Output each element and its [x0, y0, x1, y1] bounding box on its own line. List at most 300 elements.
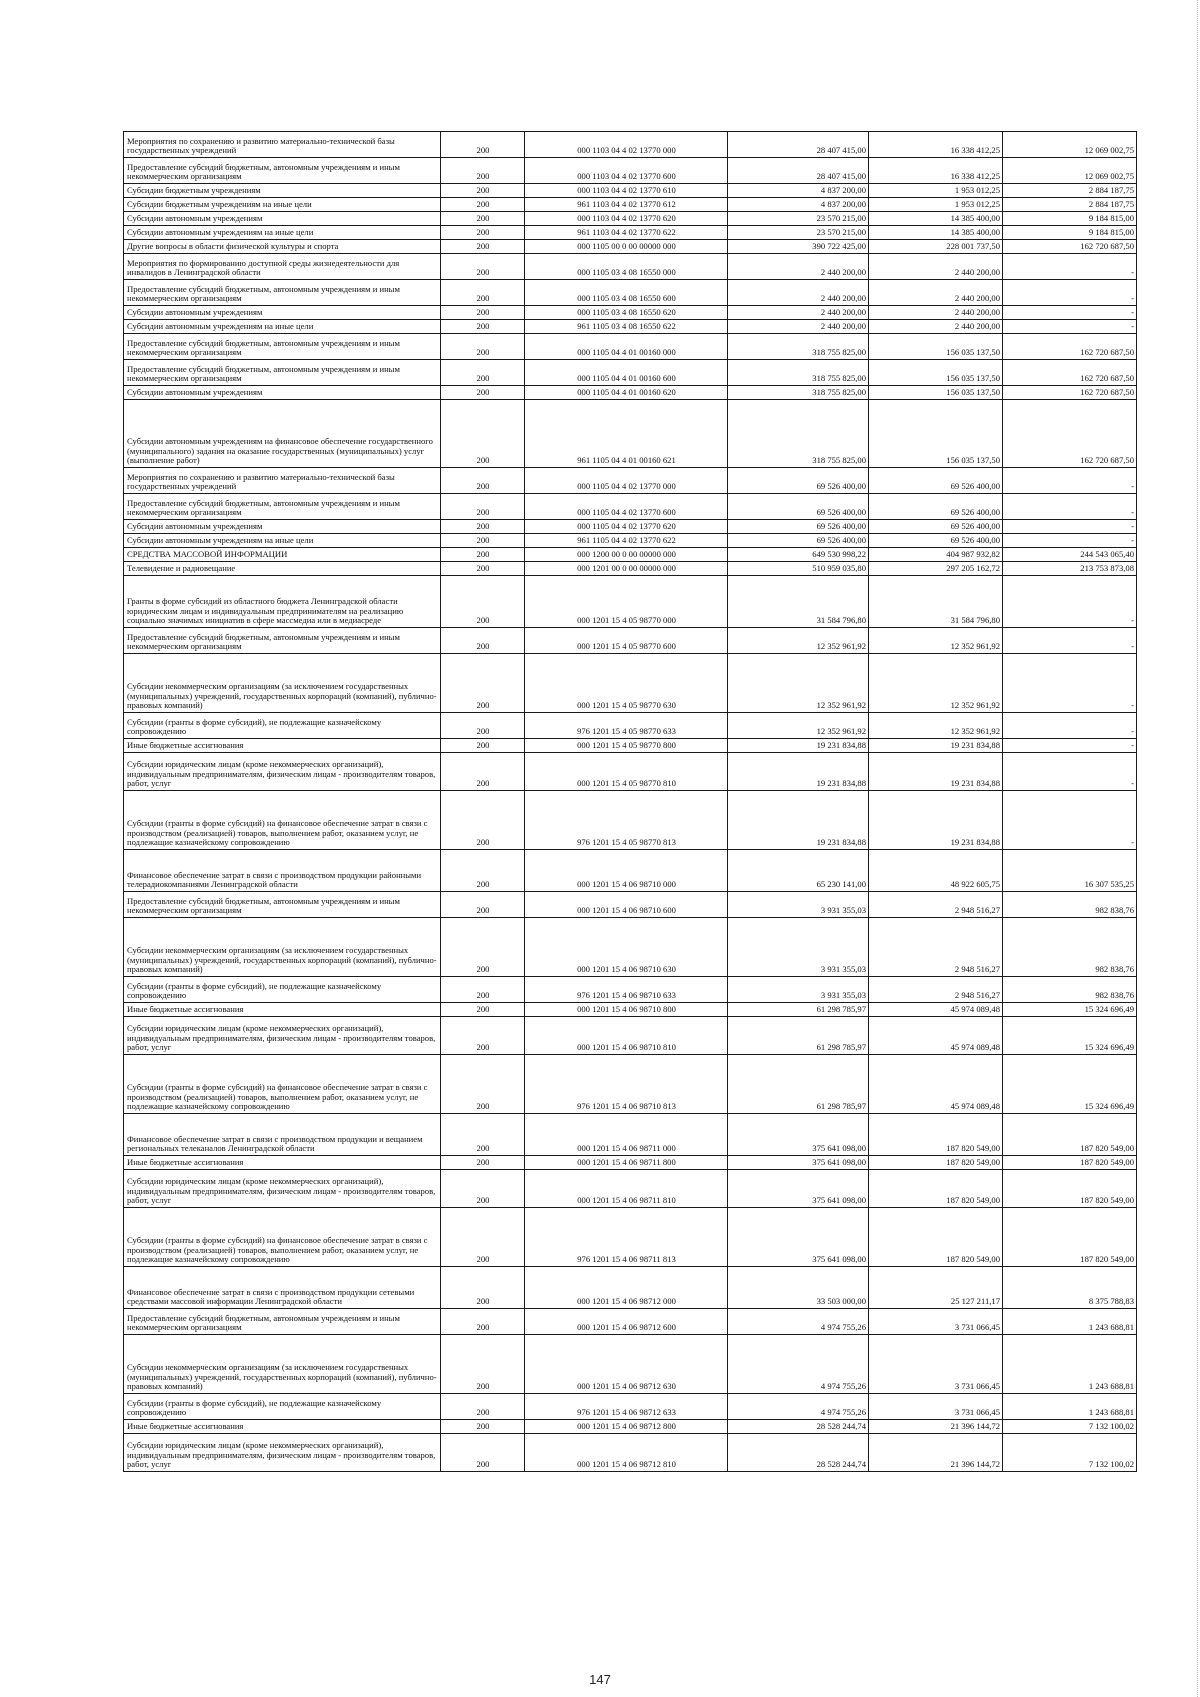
row-executed-amount-cell: 2 948 516,27 [869, 977, 1003, 1003]
table-row [124, 386, 1137, 400]
row-code-cell: 200 [441, 468, 525, 494]
row-name-cell: Субсидии бюджетным учреждениям [124, 184, 441, 198]
row-kbk-cell: 000 1201 15 4 06 98710 600 [525, 892, 728, 918]
row-remaining-amount-cell: - [1003, 628, 1137, 654]
row-remaining-amount-cell: - [1003, 576, 1137, 628]
table-row [124, 226, 1137, 240]
row-name-cell: Субсидии автономным учреждениям [124, 212, 441, 226]
table-row [124, 1003, 1137, 1017]
table-row [124, 892, 1137, 918]
row-remaining-amount-cell: - [1003, 654, 1137, 713]
scan-edge-marks [1193, 0, 1198, 1697]
row-code-cell: 200 [441, 198, 525, 212]
row-kbk-cell: 000 1201 15 4 06 98712 630 [525, 1335, 728, 1394]
row-name-cell: Субсидии юридическим лицам (кроме некоммерческих организаций), индивидуальным предпринимателям, физическим лицам - производителям товаров, работ, услуг [124, 1170, 441, 1208]
table-row [124, 562, 1137, 576]
table-row [124, 254, 1137, 280]
row-kbk-cell: 000 1201 15 4 05 98770 810 [525, 753, 728, 791]
row-approved-amount-cell: 318 755 825,00 [728, 386, 869, 400]
row-kbk-cell: 000 1103 04 4 02 13770 620 [525, 212, 728, 226]
row-executed-amount-cell: 69 526 400,00 [869, 468, 1003, 494]
row-executed-amount-cell: 21 396 144,72 [869, 1434, 1003, 1472]
row-approved-amount-cell: 19 231 834,88 [728, 753, 869, 791]
row-kbk-cell: 000 1201 15 4 05 98770 600 [525, 628, 728, 654]
row-executed-amount-cell: 14 385 400,00 [869, 212, 1003, 226]
row-approved-amount-cell: 4 974 755,26 [728, 1394, 869, 1420]
row-executed-amount-cell: 69 526 400,00 [869, 494, 1003, 520]
table-row [124, 360, 1137, 386]
row-code-cell: 200 [441, 1170, 525, 1208]
table-row [124, 132, 1137, 158]
row-remaining-amount-cell: 213 753 873,08 [1003, 562, 1137, 576]
row-approved-amount-cell: 4 837 200,00 [728, 184, 869, 198]
row-approved-amount-cell: 19 231 834,88 [728, 739, 869, 753]
row-approved-amount-cell: 61 298 785,97 [728, 1017, 869, 1055]
row-executed-amount-cell: 12 352 961,92 [869, 713, 1003, 739]
row-approved-amount-cell: 69 526 400,00 [728, 468, 869, 494]
row-executed-amount-cell: 404 987 932,82 [869, 548, 1003, 562]
row-approved-amount-cell: 23 570 215,00 [728, 212, 869, 226]
row-remaining-amount-cell: - [1003, 280, 1137, 306]
row-name-cell: Финансовое обеспечение затрат в связи с производством продукции и вещанием региональных телеканалов Ленинградской области [124, 1114, 441, 1156]
row-approved-amount-cell: 3 931 355,03 [728, 918, 869, 977]
table-row [124, 739, 1137, 753]
page-number: 147 [589, 1672, 611, 1687]
row-name-cell: Субсидии (гранты в форме субсидий) на финансовое обеспечение затрат в связи с производством (реализацией) товаров, выполнением работ, оказанием услуг, не подлежащие казначейскому сопровождению [124, 791, 441, 850]
row-kbk-cell: 000 1103 04 4 02 13770 000 [525, 132, 728, 158]
row-code-cell: 200 [441, 280, 525, 306]
row-name-cell: Субсидии автономным учреждениям на иные цели [124, 534, 441, 548]
row-executed-amount-cell: 187 820 549,00 [869, 1170, 1003, 1208]
row-name-cell: Предоставление субсидий бюджетным, автономным учреждениям и иным некоммерческим организациям [124, 360, 441, 386]
row-approved-amount-cell: 19 231 834,88 [728, 791, 869, 850]
table-row [124, 468, 1137, 494]
row-name-cell: Иные бюджетные ассигнования [124, 1156, 441, 1170]
row-name-cell: Предоставление субсидий бюджетным, автономным учреждениям и иным некоммерческим организациям [124, 892, 441, 918]
row-name-cell: Предоставление субсидий бюджетным, автономным учреждениям и иным некоммерческим организациям [124, 628, 441, 654]
row-kbk-cell: 000 1103 04 4 02 13770 600 [525, 158, 728, 184]
table-row [124, 1420, 1137, 1434]
row-code-cell: 200 [441, 212, 525, 226]
table-row [124, 918, 1137, 977]
row-remaining-amount-cell: 7 132 100,02 [1003, 1420, 1137, 1434]
row-kbk-cell: 000 1201 15 4 05 98770 800 [525, 739, 728, 753]
row-name-cell: Мероприятия по сохранению и развитию материально-технической базы государственных учреждений [124, 132, 441, 158]
row-name-cell: Субсидии (гранты в форме субсидий), не подлежащие казначейскому сопровождению [124, 977, 441, 1003]
table-row [124, 158, 1137, 184]
row-kbk-cell: 976 1201 15 4 06 98711 813 [525, 1208, 728, 1267]
table-row [124, 850, 1137, 892]
row-code-cell: 200 [441, 132, 525, 158]
row-executed-amount-cell: 45 974 089,48 [869, 1055, 1003, 1114]
table-row [124, 1267, 1137, 1309]
row-remaining-amount-cell: - [1003, 306, 1137, 320]
table-row [124, 280, 1137, 306]
row-executed-amount-cell: 297 205 162,72 [869, 562, 1003, 576]
row-code-cell: 200 [441, 753, 525, 791]
row-kbk-cell: 000 1201 15 4 05 98770 630 [525, 654, 728, 713]
row-kbk-cell: 000 1105 03 4 08 16550 620 [525, 306, 728, 320]
row-remaining-amount-cell: 187 820 549,00 [1003, 1208, 1137, 1267]
row-kbk-cell: 961 1105 04 4 02 13770 622 [525, 534, 728, 548]
row-executed-amount-cell: 25 127 211,17 [869, 1267, 1003, 1309]
row-remaining-amount-cell: 244 543 065,40 [1003, 548, 1137, 562]
row-code-cell: 200 [441, 850, 525, 892]
row-code-cell: 200 [441, 386, 525, 400]
row-approved-amount-cell: 390 722 425,00 [728, 240, 869, 254]
row-code-cell: 200 [441, 892, 525, 918]
row-approved-amount-cell: 23 570 215,00 [728, 226, 869, 240]
row-executed-amount-cell: 1 953 012,25 [869, 184, 1003, 198]
row-approved-amount-cell: 2 440 200,00 [728, 280, 869, 306]
row-executed-amount-cell: 2 440 200,00 [869, 280, 1003, 306]
row-code-cell: 200 [441, 791, 525, 850]
row-approved-amount-cell: 3 931 355,03 [728, 977, 869, 1003]
row-code-cell: 200 [441, 320, 525, 334]
row-approved-amount-cell: 318 755 825,00 [728, 360, 869, 386]
row-approved-amount-cell: 31 584 796,80 [728, 576, 869, 628]
row-name-cell: Предоставление субсидий бюджетным, автономным учреждениям и иным некоммерческим организациям [124, 280, 441, 306]
row-kbk-cell: 976 1201 15 4 06 98710 633 [525, 977, 728, 1003]
row-name-cell: Субсидии автономным учреждениям на иные цели [124, 226, 441, 240]
table-row [124, 576, 1137, 628]
row-remaining-amount-cell: 15 324 696,49 [1003, 1003, 1137, 1017]
row-executed-amount-cell: 187 820 549,00 [869, 1156, 1003, 1170]
row-approved-amount-cell: 375 641 098,00 [728, 1156, 869, 1170]
row-remaining-amount-cell: 1 243 688,81 [1003, 1394, 1137, 1420]
row-code-cell: 200 [441, 1420, 525, 1434]
row-name-cell: Субсидии бюджетным учреждениям на иные цели [124, 198, 441, 212]
row-kbk-cell: 961 1105 03 4 08 16550 622 [525, 320, 728, 334]
budget-table [123, 131, 1137, 1472]
row-remaining-amount-cell: 982 838,76 [1003, 918, 1137, 977]
table-row [124, 400, 1137, 468]
row-approved-amount-cell: 318 755 825,00 [728, 400, 869, 468]
row-code-cell: 200 [441, 184, 525, 198]
row-code-cell: 200 [441, 713, 525, 739]
row-code-cell: 200 [441, 158, 525, 184]
row-executed-amount-cell: 45 974 089,48 [869, 1003, 1003, 1017]
row-code-cell: 200 [441, 739, 525, 753]
row-approved-amount-cell: 318 755 825,00 [728, 334, 869, 360]
page-content [123, 131, 1136, 1472]
row-name-cell: Другие вопросы в области физической культуры и спорта [124, 240, 441, 254]
row-name-cell: Субсидии (гранты в форме субсидий) на финансовое обеспечение затрат в связи с производством (реализацией) товаров, выполнением работ, оказанием услуг, не подлежащие казначейскому сопровождению [124, 1055, 441, 1114]
row-kbk-cell: 000 1200 00 0 00 00000 000 [525, 548, 728, 562]
row-remaining-amount-cell: - [1003, 320, 1137, 334]
row-executed-amount-cell: 2 440 200,00 [869, 254, 1003, 280]
row-code-cell: 200 [441, 1208, 525, 1267]
row-name-cell: Субсидии некоммерческим организациям (за исключением государственных (муниципальных) учреждений, государственных корпораций (компаний), публично-правовых компаний) [124, 918, 441, 977]
row-kbk-cell: 000 1201 15 4 06 98712 800 [525, 1420, 728, 1434]
row-kbk-cell: 976 1201 15 4 05 98770 633 [525, 713, 728, 739]
row-name-cell: СРЕДСТВА МАССОВОЙ ИНФОРМАЦИИ [124, 548, 441, 562]
row-approved-amount-cell: 375 641 098,00 [728, 1170, 869, 1208]
row-executed-amount-cell: 2 440 200,00 [869, 306, 1003, 320]
table-row [124, 713, 1137, 739]
row-remaining-amount-cell: 12 069 002,75 [1003, 158, 1137, 184]
row-name-cell: Субсидии некоммерческим организациям (за исключением государственных (муниципальных) учреждений, государственных корпораций (компаний), публично-правовых компаний) [124, 1335, 441, 1394]
row-code-cell: 200 [441, 1267, 525, 1309]
row-kbk-cell: 976 1201 15 4 06 98710 813 [525, 1055, 728, 1114]
row-kbk-cell: 000 1201 15 4 06 98711 810 [525, 1170, 728, 1208]
row-name-cell: Субсидии некоммерческим организациям (за исключением государственных (муниципальных) учреждений, государственных корпораций (компаний), публично-правовых компаний) [124, 654, 441, 713]
row-executed-amount-cell: 69 526 400,00 [869, 534, 1003, 548]
row-code-cell: 200 [441, 977, 525, 1003]
row-approved-amount-cell: 28 528 244,74 [728, 1434, 869, 1472]
row-kbk-cell: 000 1201 15 4 06 98712 810 [525, 1434, 728, 1472]
row-remaining-amount-cell: 9 184 815,00 [1003, 226, 1137, 240]
table-row [124, 1335, 1137, 1394]
row-remaining-amount-cell: 982 838,76 [1003, 892, 1137, 918]
row-remaining-amount-cell: 1 243 688,81 [1003, 1309, 1137, 1335]
table-row [124, 753, 1137, 791]
row-code-cell: 200 [441, 562, 525, 576]
row-code-cell: 200 [441, 1055, 525, 1114]
row-approved-amount-cell: 2 440 200,00 [728, 320, 869, 334]
row-kbk-cell: 000 1105 03 4 08 16550 600 [525, 280, 728, 306]
table-row [124, 1434, 1137, 1472]
row-remaining-amount-cell: 9 184 815,00 [1003, 212, 1137, 226]
row-name-cell: Субсидии автономным учреждениям [124, 520, 441, 534]
row-executed-amount-cell: 228 001 737,50 [869, 240, 1003, 254]
row-code-cell: 200 [441, 520, 525, 534]
row-approved-amount-cell: 65 230 141,00 [728, 850, 869, 892]
row-executed-amount-cell: 2 948 516,27 [869, 918, 1003, 977]
row-name-cell: Субсидии автономным учреждениям на иные цели [124, 320, 441, 334]
row-executed-amount-cell: 12 352 961,92 [869, 628, 1003, 654]
table-row [124, 1017, 1137, 1055]
row-kbk-cell: 000 1201 15 4 06 98712 600 [525, 1309, 728, 1335]
row-remaining-amount-cell: - [1003, 753, 1137, 791]
row-name-cell: Субсидии (гранты в форме субсидий), не подлежащие казначейскому сопровождению [124, 1394, 441, 1420]
row-remaining-amount-cell: 187 820 549,00 [1003, 1170, 1137, 1208]
row-kbk-cell: 000 1201 15 4 06 98710 800 [525, 1003, 728, 1017]
row-executed-amount-cell: 156 035 137,50 [869, 400, 1003, 468]
row-remaining-amount-cell: - [1003, 713, 1137, 739]
row-kbk-cell: 000 1201 15 4 06 98712 000 [525, 1267, 728, 1309]
row-kbk-cell: 000 1105 04 4 02 13770 000 [525, 468, 728, 494]
row-approved-amount-cell: 69 526 400,00 [728, 534, 869, 548]
row-remaining-amount-cell: 2 884 187,75 [1003, 198, 1137, 212]
row-approved-amount-cell: 61 298 785,97 [728, 1055, 869, 1114]
row-name-cell: Субсидии (гранты в форме субсидий) на финансовое обеспечение затрат в связи с производством (реализацией) товаров, выполнением работ, оказанием услуг, не подлежащие казначейскому сопровождению [124, 1208, 441, 1267]
row-code-cell: 200 [441, 1309, 525, 1335]
row-code-cell: 200 [441, 494, 525, 520]
row-code-cell: 200 [441, 1156, 525, 1170]
row-name-cell: Гранты в форме субсидий из областного бюджета Ленинградской области юридическим лицам и индивидуальным предпринимателям на реализацию социально значимых инициатив в сфере массмедиа или в медиасреде [124, 576, 441, 628]
row-kbk-cell: 000 1201 15 4 06 98711 000 [525, 1114, 728, 1156]
row-approved-amount-cell: 33 503 000,00 [728, 1267, 869, 1309]
table-row [124, 791, 1137, 850]
row-code-cell: 200 [441, 400, 525, 468]
budget-table-body [124, 132, 1137, 1472]
row-name-cell: Иные бюджетные ассигнования [124, 739, 441, 753]
row-remaining-amount-cell: 12 069 002,75 [1003, 132, 1137, 158]
table-row [124, 1156, 1137, 1170]
row-name-cell: Предоставление субсидий бюджетным, автономным учреждениям и иным некоммерческим организациям [124, 334, 441, 360]
row-approved-amount-cell: 28 407 415,00 [728, 158, 869, 184]
row-executed-amount-cell: 187 820 549,00 [869, 1114, 1003, 1156]
row-executed-amount-cell: 3 731 066,45 [869, 1309, 1003, 1335]
row-remaining-amount-cell: 16 307 535,25 [1003, 850, 1137, 892]
row-remaining-amount-cell: 1 243 688,81 [1003, 1335, 1137, 1394]
table-row [124, 334, 1137, 360]
row-kbk-cell: 000 1105 04 4 02 13770 620 [525, 520, 728, 534]
row-code-cell: 200 [441, 254, 525, 280]
row-kbk-cell: 000 1201 00 0 00 00000 000 [525, 562, 728, 576]
row-code-cell: 200 [441, 534, 525, 548]
row-remaining-amount-cell: 187 820 549,00 [1003, 1156, 1137, 1170]
table-row [124, 548, 1137, 562]
row-code-cell: 200 [441, 1017, 525, 1055]
row-kbk-cell: 000 1201 15 4 06 98710 630 [525, 918, 728, 977]
row-name-cell: Иные бюджетные ассигнования [124, 1003, 441, 1017]
row-kbk-cell: 000 1201 15 4 06 98710 810 [525, 1017, 728, 1055]
row-name-cell: Субсидии автономным учреждениям [124, 306, 441, 320]
row-kbk-cell: 976 1201 15 4 06 98712 633 [525, 1394, 728, 1420]
row-executed-amount-cell: 48 922 605,75 [869, 850, 1003, 892]
row-name-cell: Финансовое обеспечение затрат в связи с производством продукции сетевыми средствами массовой информации Ленинградской области [124, 1267, 441, 1309]
row-approved-amount-cell: 69 526 400,00 [728, 494, 869, 520]
row-executed-amount-cell: 19 231 834,88 [869, 791, 1003, 850]
table-row [124, 306, 1137, 320]
row-name-cell: Субсидии (гранты в форме субсидий), не подлежащие казначейскому сопровождению [124, 713, 441, 739]
row-approved-amount-cell: 12 352 961,92 [728, 713, 869, 739]
row-remaining-amount-cell: 162 720 687,50 [1003, 400, 1137, 468]
row-code-cell: 200 [441, 918, 525, 977]
row-name-cell: Субсидии автономным учреждениям на финансовое обеспечение государственного (муниципального) задания на оказание государственных (муниципальных) услуг (выполнение работ) [124, 400, 441, 468]
row-code-cell: 200 [441, 548, 525, 562]
row-code-cell: 200 [441, 1394, 525, 1420]
row-kbk-cell: 000 1103 04 4 02 13770 610 [525, 184, 728, 198]
row-remaining-amount-cell: 15 324 696,49 [1003, 1055, 1137, 1114]
row-kbk-cell: 961 1103 04 4 02 13770 622 [525, 226, 728, 240]
row-code-cell: 200 [441, 1335, 525, 1394]
row-executed-amount-cell: 21 396 144,72 [869, 1420, 1003, 1434]
row-remaining-amount-cell: 15 324 696,49 [1003, 1017, 1137, 1055]
row-remaining-amount-cell: 162 720 687,50 [1003, 334, 1137, 360]
row-executed-amount-cell: 69 526 400,00 [869, 520, 1003, 534]
row-executed-amount-cell: 16 338 412,25 [869, 132, 1003, 158]
table-row [124, 198, 1137, 212]
row-name-cell: Субсидии юридическим лицам (кроме некоммерческих организаций), индивидуальным предпринимателям, физическим лицам - производителям товаров, работ, услуг [124, 753, 441, 791]
row-kbk-cell: 976 1201 15 4 05 98770 813 [525, 791, 728, 850]
row-executed-amount-cell: 14 385 400,00 [869, 226, 1003, 240]
row-remaining-amount-cell: 7 132 100,02 [1003, 1434, 1137, 1472]
row-code-cell: 200 [441, 240, 525, 254]
table-row [124, 628, 1137, 654]
row-remaining-amount-cell: 162 720 687,50 [1003, 360, 1137, 386]
row-kbk-cell: 000 1105 04 4 02 13770 600 [525, 494, 728, 520]
table-row [124, 212, 1137, 226]
table-row [124, 1114, 1137, 1156]
row-executed-amount-cell: 16 338 412,25 [869, 158, 1003, 184]
row-kbk-cell: 961 1105 04 4 01 00160 621 [525, 400, 728, 468]
row-executed-amount-cell: 2 948 516,27 [869, 892, 1003, 918]
row-approved-amount-cell: 61 298 785,97 [728, 1003, 869, 1017]
table-row [124, 1394, 1137, 1420]
table-row [124, 520, 1137, 534]
row-remaining-amount-cell: 187 820 549,00 [1003, 1114, 1137, 1156]
row-approved-amount-cell: 375 641 098,00 [728, 1208, 869, 1267]
row-remaining-amount-cell: - [1003, 254, 1137, 280]
row-name-cell: Субсидии юридическим лицам (кроме некоммерческих организаций), индивидуальным предпринимателям, физическим лицам - производителям товаров, работ, услуг [124, 1434, 441, 1472]
row-kbk-cell: 000 1105 04 4 01 00160 000 [525, 334, 728, 360]
row-remaining-amount-cell: - [1003, 520, 1137, 534]
row-kbk-cell: 000 1201 15 4 06 98711 800 [525, 1156, 728, 1170]
row-approved-amount-cell: 4 974 755,26 [728, 1309, 869, 1335]
row-approved-amount-cell: 4 837 200,00 [728, 198, 869, 212]
row-remaining-amount-cell: 2 884 187,75 [1003, 184, 1137, 198]
table-row [124, 1055, 1137, 1114]
row-name-cell: Мероприятия по сохранению и развитию материально-технической базы государственных учреждений [124, 468, 441, 494]
row-name-cell: Предоставление субсидий бюджетным, автономным учреждениям и иным некоммерческим организациям [124, 494, 441, 520]
row-approved-amount-cell: 4 974 755,26 [728, 1335, 869, 1394]
row-code-cell: 200 [441, 226, 525, 240]
row-remaining-amount-cell: 8 375 788,83 [1003, 1267, 1137, 1309]
row-name-cell: Предоставление субсидий бюджетным, автономным учреждениям и иным некоммерческим организациям [124, 158, 441, 184]
row-kbk-cell: 000 1201 15 4 05 98770 000 [525, 576, 728, 628]
row-name-cell: Мероприятия по формированию доступной среды жизнедеятельности для инвалидов в Ленинградской области [124, 254, 441, 280]
row-executed-amount-cell: 45 974 089,48 [869, 1017, 1003, 1055]
row-kbk-cell: 000 1201 15 4 06 98710 000 [525, 850, 728, 892]
row-approved-amount-cell: 2 440 200,00 [728, 306, 869, 320]
row-name-cell: Субсидии автономным учреждениям [124, 386, 441, 400]
table-row [124, 1208, 1137, 1267]
row-remaining-amount-cell: 982 838,76 [1003, 977, 1137, 1003]
row-code-cell: 200 [441, 334, 525, 360]
row-approved-amount-cell: 375 641 098,00 [728, 1114, 869, 1156]
row-approved-amount-cell: 3 931 355,03 [728, 892, 869, 918]
row-approved-amount-cell: 12 352 961,92 [728, 654, 869, 713]
row-name-cell: Телевидение и радиовещание [124, 562, 441, 576]
row-approved-amount-cell: 649 530 998,22 [728, 548, 869, 562]
row-executed-amount-cell: 3 731 066,45 [869, 1335, 1003, 1394]
table-row [124, 977, 1137, 1003]
table-row [124, 1309, 1137, 1335]
row-code-cell: 200 [441, 1114, 525, 1156]
row-executed-amount-cell: 12 352 961,92 [869, 654, 1003, 713]
row-code-cell: 200 [441, 1434, 525, 1472]
row-executed-amount-cell: 19 231 834,88 [869, 739, 1003, 753]
row-remaining-amount-cell: - [1003, 791, 1137, 850]
row-approved-amount-cell: 28 407 415,00 [728, 132, 869, 158]
row-executed-amount-cell: 19 231 834,88 [869, 753, 1003, 791]
row-approved-amount-cell: 12 352 961,92 [728, 628, 869, 654]
row-kbk-cell: 961 1103 04 4 02 13770 612 [525, 198, 728, 212]
row-kbk-cell: 000 1105 00 0 00 00000 000 [525, 240, 728, 254]
row-name-cell: Финансовое обеспечение затрат в связи с производством продукции районными телерадиокомпаниями Ленинградской области [124, 850, 441, 892]
row-approved-amount-cell: 69 526 400,00 [728, 520, 869, 534]
row-kbk-cell: 000 1105 04 4 01 00160 620 [525, 386, 728, 400]
row-kbk-cell: 000 1105 04 4 01 00160 600 [525, 360, 728, 386]
row-remaining-amount-cell: - [1003, 494, 1137, 520]
row-code-cell: 200 [441, 628, 525, 654]
row-kbk-cell: 000 1105 03 4 08 16550 000 [525, 254, 728, 280]
table-row [124, 654, 1137, 713]
row-executed-amount-cell: 156 035 137,50 [869, 360, 1003, 386]
row-executed-amount-cell: 1 953 012,25 [869, 198, 1003, 212]
row-name-cell: Иные бюджетные ассигнования [124, 1420, 441, 1434]
row-approved-amount-cell: 2 440 200,00 [728, 254, 869, 280]
row-remaining-amount-cell: 162 720 687,50 [1003, 240, 1137, 254]
row-executed-amount-cell: 31 584 796,80 [869, 576, 1003, 628]
row-code-cell: 200 [441, 1003, 525, 1017]
row-executed-amount-cell: 187 820 549,00 [869, 1208, 1003, 1267]
table-row [124, 494, 1137, 520]
table-row [124, 534, 1137, 548]
